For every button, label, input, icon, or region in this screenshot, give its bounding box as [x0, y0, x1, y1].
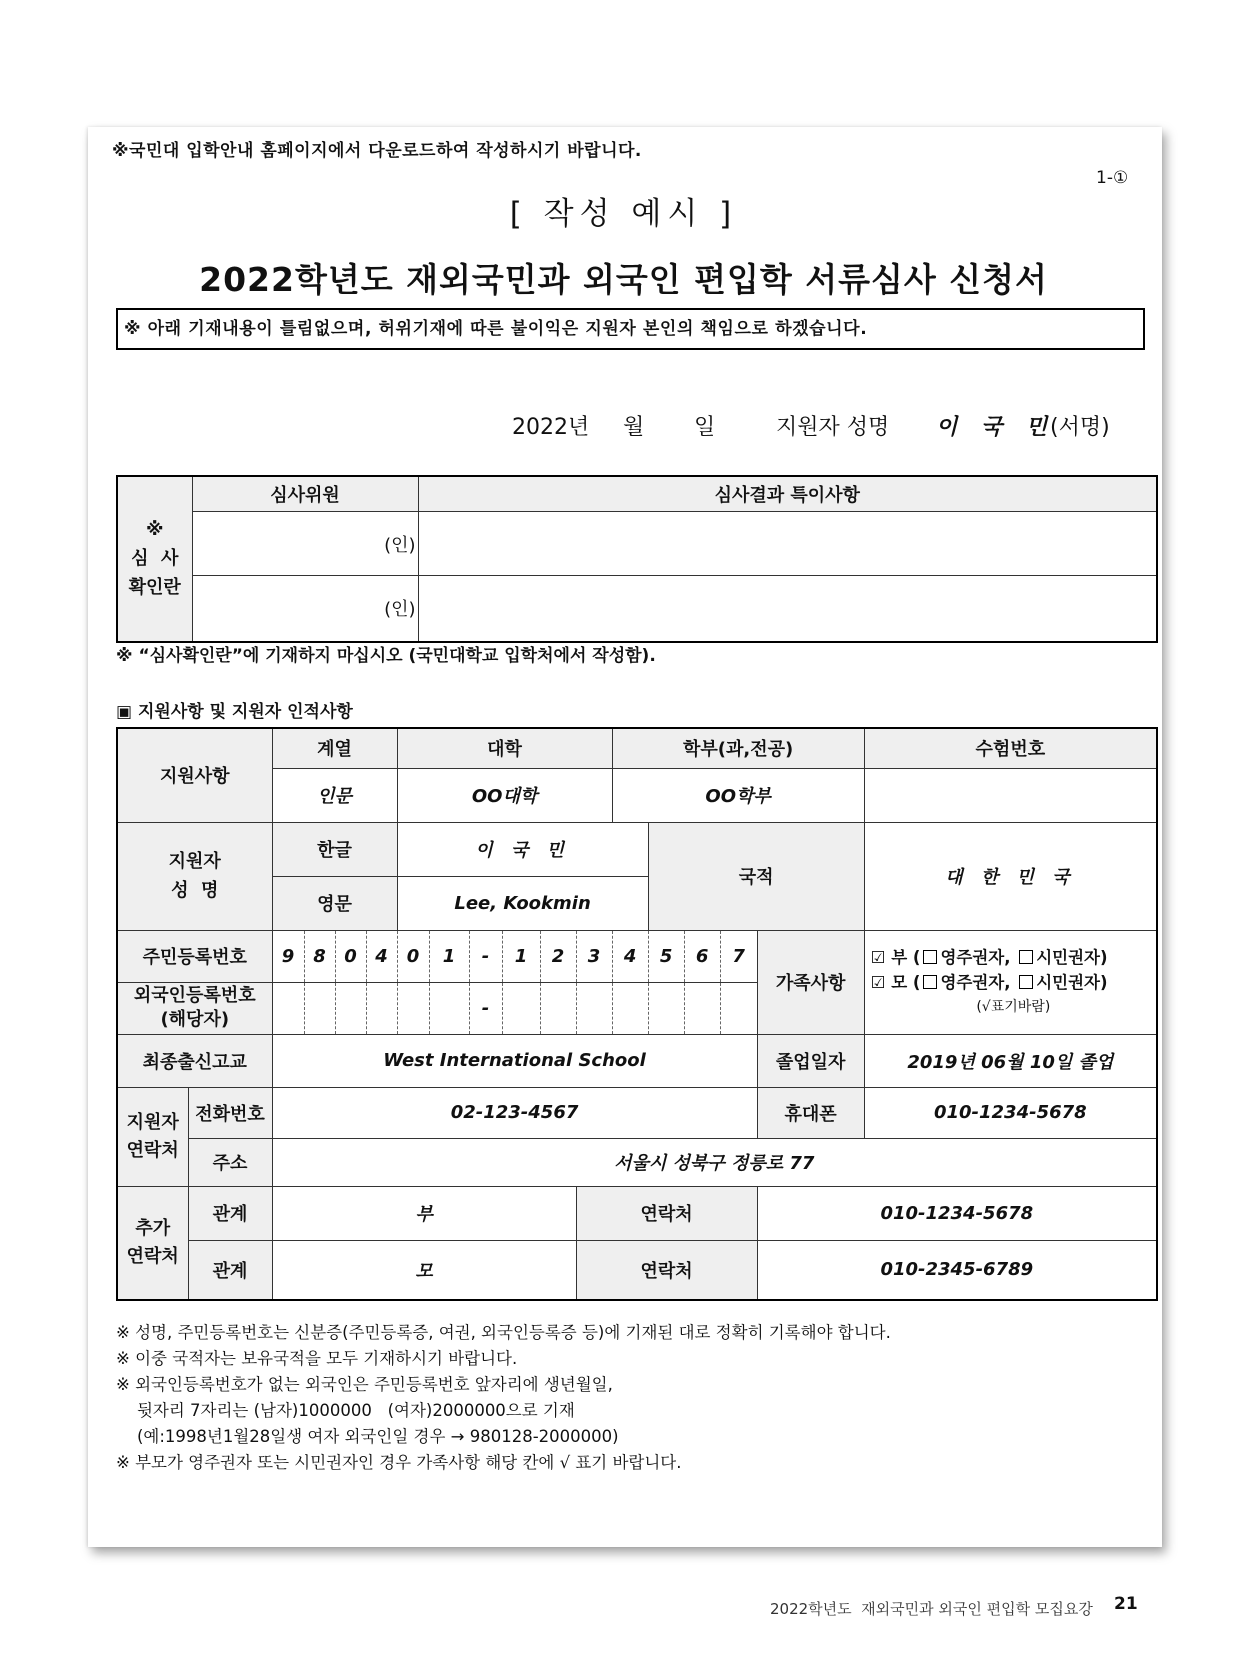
- school-value: West International School: [272, 1034, 757, 1087]
- resident-digit: 1: [502, 930, 540, 982]
- graduation-label: 졸업일자: [757, 1034, 864, 1087]
- check-note: (√표기바람): [976, 998, 1051, 1015]
- contact-label: 지원자 연락처: [117, 1087, 188, 1186]
- reviewer-seal-1: (인): [192, 512, 418, 576]
- sign-month: 월: [623, 415, 645, 440]
- resident-number-label: 주민등록번호: [117, 930, 272, 982]
- foreign-digit: [648, 982, 684, 1034]
- name-label: 지원자 성 명: [117, 822, 272, 930]
- resident-digit: 7: [720, 930, 757, 982]
- korean-name-label: 한글: [272, 822, 397, 876]
- father-checked-icon: ☑: [870, 947, 886, 967]
- applicant-table: [116, 727, 1158, 1301]
- exam-value: [864, 768, 1157, 822]
- nationality-value: 대 한 민 국: [864, 822, 1157, 930]
- sign-year: 2022년: [512, 415, 590, 440]
- foreign-dash: -: [469, 982, 502, 1034]
- relation-label: 관계: [188, 1186, 272, 1240]
- sign-name: 이 국 민: [936, 415, 1056, 440]
- sign-label: 지원자 성명: [776, 415, 890, 440]
- resident-digit: 0: [335, 930, 366, 982]
- citizen-checkbox-icon: [1019, 950, 1033, 964]
- example-title: [ 작성 예시 ]: [509, 196, 738, 232]
- apply-label: 지원사항: [117, 728, 272, 822]
- series-value: 인문: [272, 768, 397, 822]
- review-table: [116, 475, 1158, 643]
- review-note: ※ “심사확인란”에 기재하지 마십시오 (국민대학교 입학처에서 작성함).: [116, 646, 656, 666]
- resident-digit: 9: [272, 930, 304, 982]
- dept-header: 학부(과,전공): [612, 728, 864, 768]
- nationality-label: 국적: [648, 822, 864, 930]
- page-number: 21: [1114, 1594, 1138, 1614]
- school-label: 최종출신고교: [117, 1034, 272, 1087]
- foreign-digit: [304, 982, 335, 1034]
- extra-phone-value: 010-1234-5678: [757, 1186, 1157, 1240]
- footnote: ※ 이중 국적자는 보유국적을 모두 기재하시기 바랍니다.: [116, 1349, 518, 1368]
- foreign-digit: [429, 982, 469, 1034]
- phone-value: 02-123-4567: [272, 1087, 757, 1138]
- foreign-digit: [397, 982, 429, 1034]
- foreign-digit: [272, 982, 304, 1034]
- foreign-digit: [720, 982, 757, 1034]
- footnote: ※ 부모가 영주권자 또는 시민권자인 경우 가족사항 해당 칸에 √ 표기 바랍니다.: [116, 1453, 682, 1472]
- perm-checkbox-icon: [923, 950, 937, 964]
- foreign-digit: [335, 982, 366, 1034]
- extra-contact-label: 추가 연락처: [117, 1186, 188, 1300]
- sign-day: 일: [694, 415, 716, 440]
- foreign-digit: [366, 982, 397, 1034]
- form-title: 2022학년도 재외국민과 외국인 편입학 서류심사 신청서: [199, 260, 1048, 299]
- resident-digit: 4: [366, 930, 397, 982]
- foreign-digit: [540, 982, 576, 1034]
- review-result-2: [418, 576, 1157, 642]
- resident-digit: 3: [576, 930, 612, 982]
- footnote: 뒷자리 7자리는 (남자)1000000 (여자)2000000으로 기재: [116, 1401, 575, 1420]
- univ-value: OO대학: [397, 768, 612, 822]
- footnotes: [116, 1320, 891, 1476]
- footnote: ※ 외국인등록번호가 없는 외국인은 주민등록번호 앞자리에 생년월일,: [116, 1375, 613, 1394]
- family-label: 가족사항: [757, 930, 864, 1034]
- dept-value: OO학부: [612, 768, 864, 822]
- warning-box: ※ 아래 기재내용이 틀림없으며, 허위기재에 따른 불이익은 지원자 본인의 책임으로 하겠습니다.: [116, 308, 1145, 350]
- extra-phone-value: 010-2345-6789: [757, 1240, 1157, 1300]
- resident-digit: 6: [684, 930, 720, 982]
- exam-header: 수험번호: [864, 728, 1157, 768]
- page-footer: 2022학년도 재외국민과 외국인 편입학 모집요강: [770, 1600, 1093, 1618]
- series-header: 계열: [272, 728, 397, 768]
- graduation-value: 2019년 06월 10일 졸업: [864, 1034, 1157, 1087]
- perm-checkbox-icon: [923, 975, 937, 989]
- review-result-1: [418, 512, 1157, 576]
- relation-value: 부: [272, 1186, 576, 1240]
- resident-dash: -: [469, 930, 502, 982]
- footnote: (예:1998년1월28일생 여자 외국인일 경우 → 980128-2000000): [116, 1427, 619, 1446]
- extra-phone-label: 연락처: [576, 1186, 757, 1240]
- english-name-value: Lee, Kookmin: [397, 876, 648, 930]
- review-side-label: ※ 심 사 확인란: [117, 476, 192, 642]
- extra-phone-label: 연락처: [576, 1240, 757, 1300]
- footnote: ※ 성명, 주민등록번호는 신분증(주민등록증, 여권, 외국인등록증 등)에 기재된 대로 정확히 기록해야 합니다.: [116, 1323, 891, 1342]
- foreign-digit: [684, 982, 720, 1034]
- citizen-checkbox-icon: [1019, 975, 1033, 989]
- address-value: 서울시 성북구 정릉로 77: [272, 1138, 1157, 1186]
- resident-digit: 2: [540, 930, 576, 982]
- address-label: 주소: [188, 1138, 272, 1186]
- father-status: ☑ 부 ( 영주권자, 시민권자): [870, 947, 1108, 967]
- mother-status: ☑ 모 ( 영주권자, 시민권자): [870, 972, 1108, 992]
- foreign-digit: [612, 982, 648, 1034]
- mother-checked-icon: ☑: [870, 972, 886, 992]
- mobile-value: 010-1234-5678: [864, 1087, 1157, 1138]
- resident-digit: 4: [612, 930, 648, 982]
- relation-label: 관계: [188, 1240, 272, 1300]
- reviewer-seal-2: (인): [192, 576, 418, 642]
- english-name-label: 영문: [272, 876, 397, 930]
- download-note: ※국민대 입학안내 홈페이지에서 다운로드하여 작성하시기 바랍니다.: [112, 141, 642, 161]
- review-result-header: 심사결과 특이사항: [418, 476, 1157, 512]
- form-number: 1-①: [1096, 168, 1129, 188]
- foreign-number-label: 외국인등록번호 (해당자): [117, 982, 272, 1034]
- family-info: [864, 930, 1157, 1034]
- sign-mark: (서명): [1050, 415, 1110, 440]
- mobile-label: 휴대폰: [757, 1087, 864, 1138]
- foreign-digit: [502, 982, 540, 1034]
- foreign-digit: [576, 982, 612, 1034]
- phone-label: 전화번호: [188, 1087, 272, 1138]
- reviewer-header: 심사위원: [192, 476, 418, 512]
- resident-digit: 8: [304, 930, 335, 982]
- resident-digit: 1: [429, 930, 469, 982]
- relation-value: 모: [272, 1240, 576, 1300]
- univ-header: 대학: [397, 728, 612, 768]
- section-title: ▣ 지원사항 및 지원자 인적사항: [116, 702, 353, 722]
- resident-digit: 0: [397, 930, 429, 982]
- resident-digit: 5: [648, 930, 684, 982]
- korean-name-value: 이 국 민: [397, 822, 648, 876]
